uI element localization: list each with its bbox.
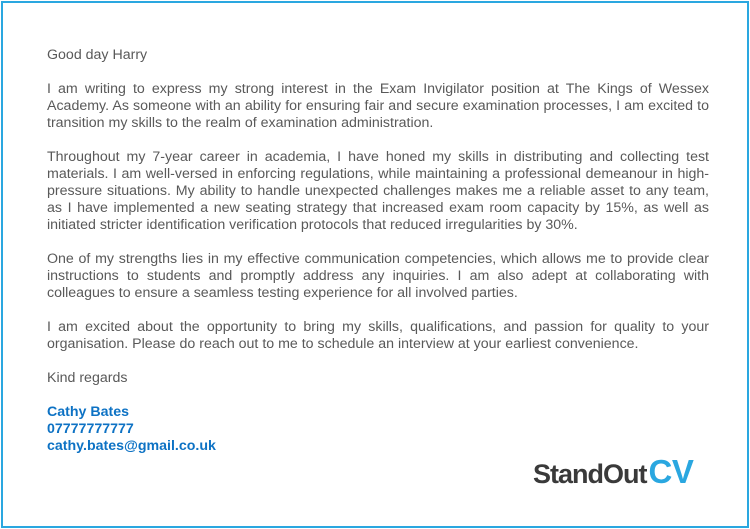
- signature-block: [47, 404, 709, 455]
- cover-letter-body: [47, 47, 709, 455]
- paragraph-closing-statement: I am excited about the opportunity to bring my skills, qualifications, and passion for quality to your organisation. Please do reach out to me to schedule an interview at your earliest convenience.: [47, 319, 709, 352]
- greeting: Good day Harry: [47, 47, 148, 63]
- logo-brand-text: StandOut: [533, 459, 647, 489]
- paragraph-intro: I am writing to express my strong interest in the Exam Invigilator position at The Kings of Wessex Academy. As someone with an ability for ensuring fair and secure examination processes, I am excited to transition my skills to the realm of examination administration.: [47, 81, 709, 131]
- letter-page: [1, 1, 749, 528]
- logo-cv-text: CV: [648, 453, 694, 490]
- sign-off: Kind regards: [47, 370, 128, 386]
- paragraph-experience: Throughout my 7-year career in academia, I have honed my skills in distributing and collecting test materials. I am well-versed in enforcing regulations, while maintaining a professional demeanour in high-pressure situations. My ability to handle unexpected challenges makes me a reliable asset to any team, as I have implemented a new seating strategy that increased exam room capacity by 15%, as well as initiated stricter identification verification protocols that reduced irregularities by 30%.: [47, 149, 709, 233]
- signature-name: Cathy Bates: [47, 404, 130, 420]
- paragraph-strengths: One of my strengths lies in my effective communication competencies, which allows me to provide clear instructions to students and promptly address any inquiries. I am also adept at collaborating with colleagues to ensure a seamless testing experience for all involved parties.: [47, 251, 709, 301]
- standout-cv-logo: [533, 453, 713, 493]
- signature-email: cathy.bates@gmail.co.uk: [47, 438, 216, 454]
- signature-phone: 07777777777: [47, 421, 134, 437]
